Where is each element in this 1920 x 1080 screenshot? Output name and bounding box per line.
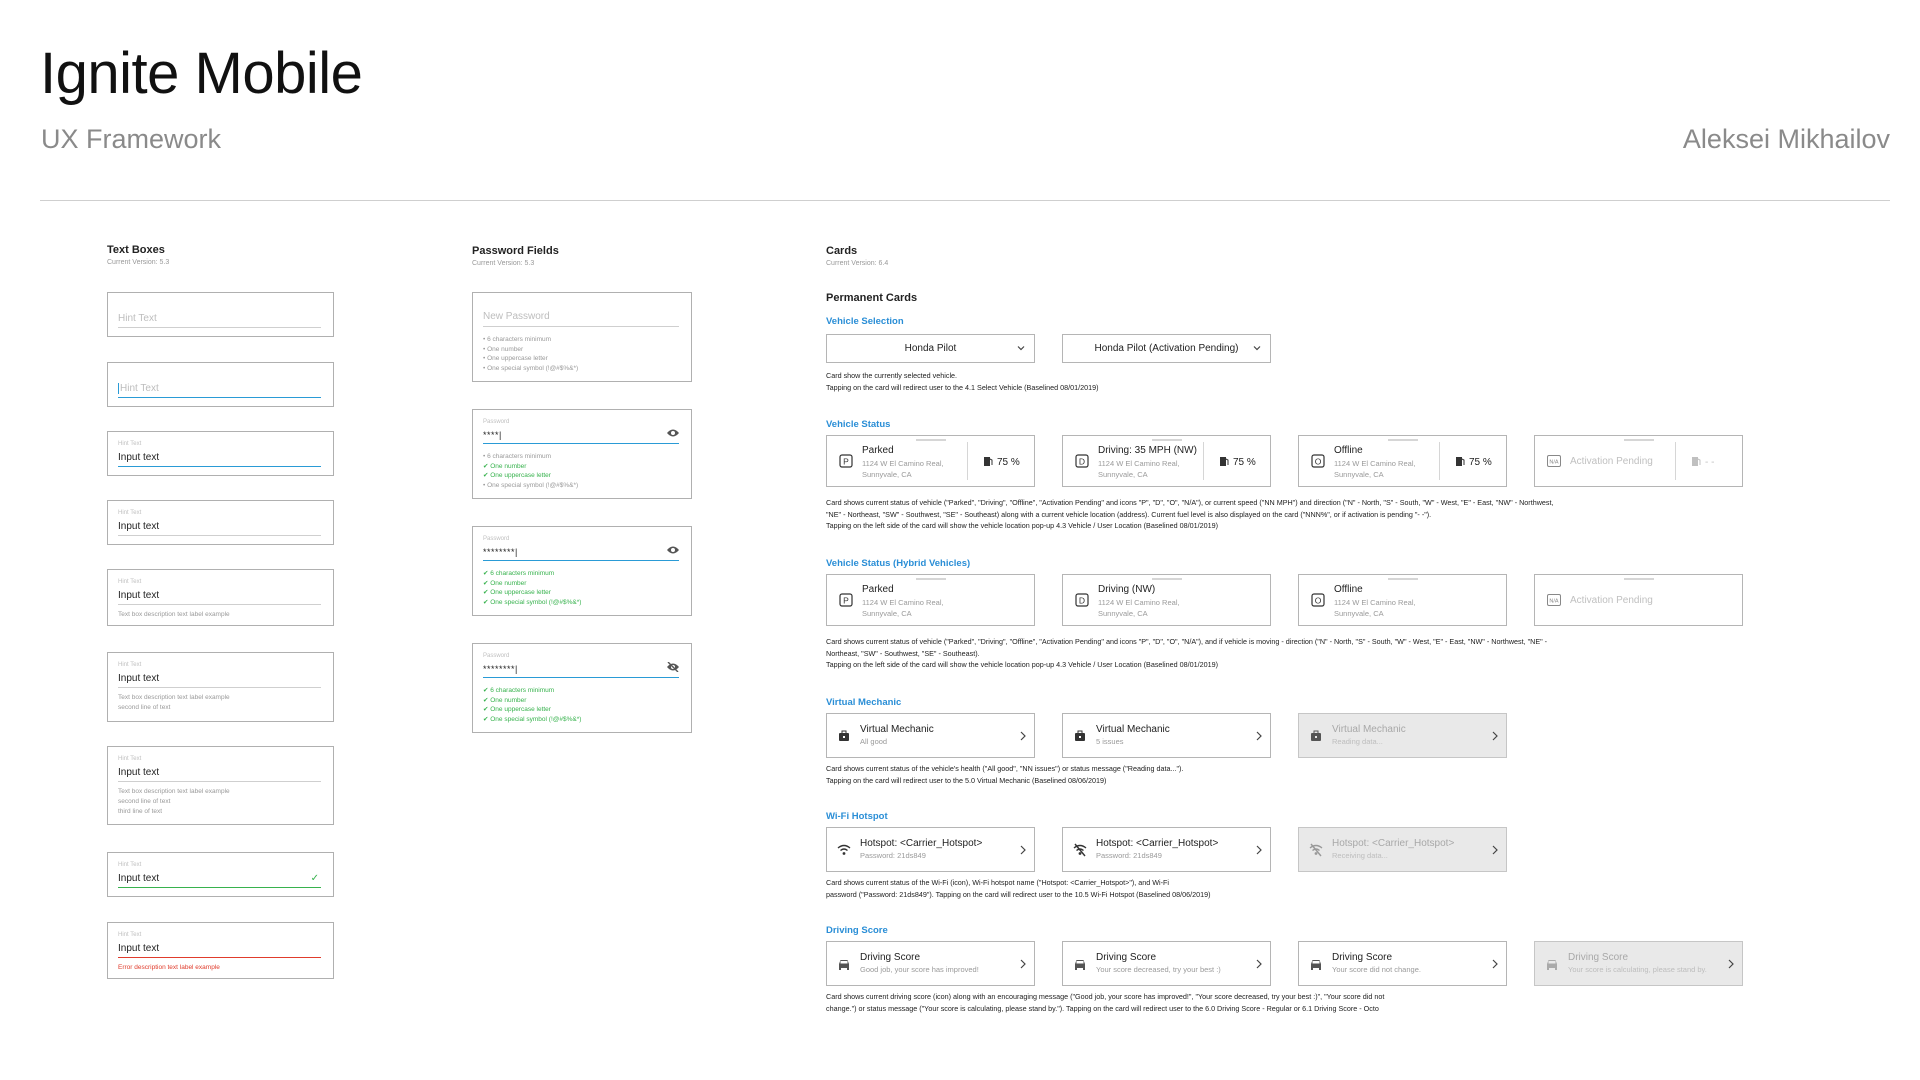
note-line: Card shows current status of vehicle ("Parked", "Driving", "Offline", "Activation Pending" and icons "P", "D", "O", "N/A"), and if vehicle is moving - direction ("N" - North, "S" - South, "W" - West, "E" - East, "NW" - Northwest, "NE" - [826, 637, 1548, 646]
note-line: Card shows current status of the Wi-Fi (icon), Wi-Fi hotspot name ("Hotspot: <Carrier_Hotspot>"), and Wi-Fi [826, 878, 1170, 887]
vehicle-address: 1124 W El Camino Real, Sunnyvale, CA [1098, 459, 1180, 479]
card-handle [1388, 578, 1418, 580]
note-line: Card shows current status of the vehicle's health ("All good", "NN issues") or status message ("Reading data..."). [826, 764, 1184, 773]
description-text-line-3: third line of text [118, 808, 163, 815]
text-box-filled[interactable] [107, 500, 334, 545]
floating-label: Hint Text [118, 662, 142, 668]
password-rule: ✔ One uppercase letter [483, 589, 551, 596]
driving-score-card-decreased[interactable] [1062, 941, 1271, 986]
card-handle [916, 439, 946, 441]
vehicle-status-text: Activation Pending [1570, 456, 1653, 467]
text-box-underline [118, 397, 321, 398]
chevron-right-icon [1020, 731, 1026, 741]
author-name: Aleksei Mikhailov [1682, 124, 1890, 154]
vehicle-status-text: Driving (NW) [1098, 584, 1156, 595]
virtual-mechanic-card-loading[interactable] [1298, 713, 1507, 758]
page-subtitle: UX Framework [41, 124, 222, 154]
text-box-focused-filled[interactable] [107, 431, 334, 476]
driving-score-card-calculating[interactable] [1534, 941, 1743, 986]
note-line: password ("Password: 21ds849"). Tapping on the card will redirect user to the 10.5 Wi-Fi Hotspot (Baselined 08/06/2019) [826, 889, 1211, 899]
vehicle-status-text: Parked [862, 584, 894, 595]
wifi-off-icon [1073, 843, 1087, 857]
svg-text:O: O [1314, 456, 1322, 467]
text-box-focused-empty[interactable] [107, 362, 334, 407]
vehicle-address: 1124 W El Camino Real, Sunnyvale, CA [1098, 598, 1180, 618]
note-line: Tapping on the card will redirect user to the 4.1 Select Vehicle (Baselined 08/01/2019) [826, 382, 1099, 392]
card-title: Virtual Mechanic [1332, 724, 1406, 735]
card-subtitle: Receiving data... [1332, 851, 1388, 860]
virtual-mechanic-card-issues[interactable] [1062, 713, 1271, 758]
text-box-underline [118, 887, 321, 888]
vehicle-selection-label: Vehicle Selection [826, 316, 904, 327]
header-divider [40, 200, 1890, 201]
password-rule: • 6 characters minimum [483, 336, 552, 343]
description-text: Text box description text label example [118, 611, 230, 618]
password-rule: • One special symbol (!@#$%&*) [483, 364, 579, 372]
floating-label: Hint Text [118, 441, 142, 447]
cards-title: Cards [826, 245, 858, 257]
wifi-hotspot-note [826, 877, 1211, 900]
card-title: Driving Score [1568, 952, 1629, 963]
password-field-valid[interactable] [472, 526, 692, 616]
eye-icon[interactable] [666, 545, 680, 555]
wifi-icon [837, 843, 851, 857]
toolbox-icon [837, 729, 851, 743]
vehicle-status-text: Offline [1334, 584, 1363, 595]
vehicle-status-hybrid-label: Vehicle Status (Hybrid Vehicles) [826, 558, 971, 569]
card-title: Hotspot: <Carrier_Hotspot> [860, 838, 983, 849]
password-rule: ✔ One special symbol (!@#$%&*) [483, 598, 582, 606]
fuel-icon [983, 456, 993, 467]
card-title: Driving Score [1096, 952, 1157, 963]
driving-score-card-unchanged[interactable] [1298, 941, 1507, 986]
eye-icon[interactable] [666, 428, 680, 438]
note-line: Tapping on the left side of the card will show the vehicle location pop-up 4.3 Vehicle / User Location (Baselined 08/01/2019) [826, 521, 1218, 530]
password-rules [483, 452, 578, 490]
card-divider [967, 442, 968, 480]
text-box-underline [118, 957, 321, 958]
car-icon [1545, 957, 1559, 971]
hybrid-status-card-driving[interactable] [1062, 574, 1271, 626]
card-title: Virtual Mechanic [1096, 724, 1170, 735]
car-icon [1073, 957, 1087, 971]
description-text: Text box description text label example [118, 788, 230, 795]
virtual-mechanic-label: Virtual Mechanic [826, 697, 902, 708]
svg-text:P: P [843, 595, 849, 606]
wifi-card-loading[interactable] [1298, 827, 1507, 872]
parked-icon [839, 593, 853, 607]
offline-icon [1311, 593, 1325, 607]
vehicle-address: 1124 W El Camino Real, Sunnyvale, CA [1334, 459, 1416, 479]
vehicle-status-card-offline[interactable] [1298, 435, 1507, 487]
password-underline [483, 677, 679, 678]
fuel-icon [1691, 456, 1701, 467]
password-rule: ✔ One number [483, 696, 527, 704]
vehicle-status-note [826, 497, 1553, 532]
text-box-error[interactable] [107, 922, 334, 979]
password-rule: ✔ 6 characters minimum [483, 570, 555, 577]
note-line: Tapping on the card will redirect user to the 5.0 Virtual Mechanic (Baselined 08/06/2019) [826, 775, 1107, 785]
password-rule: ✔ One number [483, 462, 527, 470]
hybrid-status-card-parked[interactable] [826, 574, 1035, 626]
card-subtitle: Reading data... [1332, 737, 1383, 746]
chevron-right-icon [1256, 845, 1262, 855]
toolbox-icon [1073, 729, 1087, 743]
vehicle-select-dropdown-pending[interactable] [1062, 334, 1271, 363]
note-line: Card show the currently selected vehicle. [826, 371, 958, 380]
fuel-level: 75 % [1455, 456, 1492, 468]
text-box-underline [118, 687, 321, 688]
fuel-level: 75 % [983, 456, 1020, 468]
password-rule: • One number [483, 345, 524, 353]
floating-label: Password [483, 536, 510, 542]
vehicle-status-label: Vehicle Status [826, 419, 891, 430]
card-title: Driving Score [860, 952, 921, 963]
vehicle-status-card-driving[interactable] [1062, 435, 1271, 487]
virtual-mechanic-card-good[interactable] [826, 713, 1035, 758]
password-rule: ✔ One special symbol (!@#$%&*) [483, 715, 582, 723]
input-value: Input text [118, 873, 160, 884]
password-value: ********| [483, 547, 518, 557]
card-title: Driving Score [1332, 952, 1393, 963]
vehicle-status-text: Parked [862, 445, 894, 456]
vehicle-address: 1124 W El Camino Real, Sunnyvale, CA [862, 459, 944, 479]
vehicle-select-dropdown[interactable] [826, 334, 1035, 363]
chevron-right-icon [1728, 959, 1734, 969]
note-line: "NE" - Northeast, "SW" - Southwest, "SE" - Southeast) along with a current vehicle location (address). Current fuel level is also displayed on the card ("NNN%", or if activation is pending "- -"). [826, 509, 1432, 519]
hint-text: Hint Text [120, 383, 159, 394]
text-box-valid[interactable] [107, 852, 334, 897]
text-box-underline [118, 535, 321, 536]
text-box-underline [118, 781, 321, 782]
chevron-right-icon [1256, 959, 1262, 969]
password-rules [483, 335, 578, 373]
vehicle-status-card-pending[interactable] [1534, 435, 1743, 487]
card-subtitle: Your score is calculating, please stand by. [1568, 965, 1707, 974]
input-value: Input text [118, 673, 160, 684]
input-value: Input text [118, 521, 160, 532]
description-text-line-2: second line of text [118, 798, 171, 805]
floating-label: Hint Text [118, 579, 142, 585]
chevron-right-icon [1492, 731, 1498, 741]
description-text-line-2: second line of text [118, 704, 171, 711]
vehicle-status-text: Activation Pending [1570, 595, 1653, 606]
svg-text:N/A: N/A [1549, 598, 1559, 605]
password-field-partial[interactable] [472, 409, 692, 499]
svg-text:N/A: N/A [1549, 459, 1559, 466]
wifi-off-icon [1309, 843, 1323, 857]
card-handle [1624, 439, 1654, 441]
driving-score-card-improved[interactable] [826, 941, 1035, 986]
chevron-right-icon [1492, 959, 1498, 969]
vehicle-status-card-parked[interactable] [826, 435, 1035, 487]
vehicle-selection-note [826, 370, 1099, 393]
password-fields-title: Password Fields [472, 245, 559, 257]
chevron-right-icon [1020, 845, 1026, 855]
fuel-level: - - [1691, 456, 1714, 468]
error-text: Error description text label example [118, 964, 220, 971]
chevron-down-icon [1253, 344, 1261, 352]
text-boxes-title: Text Boxes [107, 244, 165, 256]
svg-text:P: P [843, 456, 849, 467]
wifi-card-connected[interactable] [826, 827, 1035, 872]
password-rule: • One uppercase letter [483, 355, 548, 362]
driving-score-label: Driving Score [826, 925, 888, 936]
password-value: ****| [483, 430, 502, 440]
card-subtitle: All good [860, 737, 888, 746]
card-handle [916, 578, 946, 580]
note-line: Tapping on the left side of the card will show the vehicle location pop-up 4.3 Vehicle / User Location (Baselined 08/01/2019) [826, 660, 1218, 669]
card-subtitle: Your score did not change. [1332, 965, 1421, 974]
text-box-underline [118, 327, 321, 328]
text-box-two-line-description[interactable] [107, 652, 334, 722]
text-boxes-version: Current Version: 5.3 [107, 259, 170, 266]
password-rule: ✔ One number [483, 579, 527, 587]
password-underline [483, 560, 679, 561]
selected-vehicle: Honda Pilot [904, 343, 957, 354]
chevron-down-icon [1017, 344, 1025, 352]
chevron-right-icon [1020, 959, 1026, 969]
car-icon [1309, 957, 1323, 971]
selected-vehicle: Honda Pilot (Activation Pending) [1094, 343, 1239, 354]
card-handle [1152, 439, 1182, 441]
card-divider [1675, 442, 1676, 480]
card-title: Hotspot: <Carrier_Hotspot> [1096, 838, 1219, 849]
password-rule: • 6 characters minimum [483, 453, 552, 460]
offline-icon [1311, 454, 1325, 468]
password-underline [483, 443, 679, 444]
text-box-three-line-description[interactable] [107, 746, 334, 825]
not-available-icon [1547, 455, 1561, 467]
driving-score-note [826, 991, 1384, 1014]
floating-label: Hint Text [118, 932, 142, 938]
floating-label: Hint Text [118, 862, 142, 868]
car-icon [837, 957, 851, 971]
hint-text: New Password [483, 311, 550, 322]
text-box-with-description[interactable] [107, 569, 334, 626]
eye-off-icon[interactable] [666, 662, 680, 672]
driving-icon [1075, 593, 1089, 607]
note-line: Card shows current driving score (icon) along with an encouraging message ("Good job, your score has improved!", "Your score decreased, try your best :)", "Your score did not [826, 992, 1385, 1001]
hybrid-status-card-offline[interactable] [1298, 574, 1507, 626]
card-divider [1439, 442, 1440, 480]
vehicle-address: 1124 W El Camino Real, Sunnyvale, CA [862, 598, 944, 618]
password-field-empty[interactable] [472, 292, 692, 382]
vehicle-address: 1124 W El Camino Real, Sunnyvale, CA [1334, 598, 1416, 618]
driving-icon [1075, 454, 1089, 468]
card-handle [1388, 439, 1418, 441]
check-icon: ✓ [310, 873, 319, 884]
fuel-icon [1455, 456, 1465, 467]
floating-label: Password [483, 419, 510, 425]
vehicle-status-text: Offline [1334, 445, 1363, 456]
card-title: Hotspot: <Carrier_Hotspot> [1332, 838, 1455, 849]
parked-icon [839, 454, 853, 468]
floating-label: Hint Text [118, 510, 142, 516]
card-subtitle: Password: 21ds849 [860, 851, 926, 860]
card-subtitle: Good job, your score has improved! [860, 965, 979, 974]
wifi-hotspot-label: Wi-Fi Hotspot [826, 811, 888, 822]
password-rule: ✔ One uppercase letter [483, 706, 551, 713]
svg-text:O: O [1314, 595, 1322, 606]
note-line: Northeast, "SW" - Southwest, "SE" - Southeast). [826, 648, 980, 658]
input-value: Input text [118, 590, 160, 601]
note-line: change.") or status message ("Your score is calculating, please stand by."). Tapping on the card will redirect user to the 6.0 Driving Score - Regular or 6.1 Driving Score - Octo [826, 1003, 1379, 1013]
fuel-icon [1219, 456, 1229, 467]
toolbox-icon [1309, 729, 1323, 743]
text-box-underline [118, 604, 321, 605]
password-underline [483, 326, 679, 327]
password-rule: ✔ 6 characters minimum [483, 687, 555, 694]
card-subtitle: Password: 21ds849 [1096, 851, 1162, 860]
virtual-mechanic-note [826, 763, 1183, 786]
vehicle-status-hybrid-note [826, 636, 1547, 671]
password-rule: • One special symbol (!@#$%&*) [483, 481, 579, 489]
input-value: Input text [118, 943, 160, 954]
permanent-cards-heading: Permanent Cards [826, 292, 918, 304]
text-box-empty[interactable] [107, 292, 334, 337]
wifi-card-off[interactable] [1062, 827, 1271, 872]
password-fields-version: Current Version: 5.3 [472, 260, 535, 267]
hybrid-status-card-pending[interactable] [1534, 574, 1743, 626]
not-available-icon [1547, 594, 1561, 606]
note-line: Card shows current status of vehicle ("Parked", "Driving", "Offline", "Activation Pending" and icons "P", "D", "O", "N/A"), or current speed ("NN MPH") and direction ("N" - North, "S" - South, "W" - West, "E" - East, "NW" - Northwest, [826, 498, 1554, 507]
chevron-right-icon [1492, 845, 1498, 855]
card-handle [1624, 578, 1654, 580]
cards-version: Current Version: 6.4 [826, 260, 889, 267]
card-title: Virtual Mechanic [860, 724, 934, 735]
password-value: ********| [483, 664, 518, 674]
card-subtitle: Your score decreased, try your best :) [1096, 965, 1221, 974]
password-rule: ✔ One uppercase letter [483, 472, 551, 479]
text-box-underline [118, 466, 321, 467]
input-value: Input text [118, 452, 160, 463]
card-handle [1152, 578, 1182, 580]
password-rules [483, 686, 581, 724]
vehicle-status-text: Driving: 35 MPH (NW) [1098, 445, 1197, 456]
input-value: Input text [118, 767, 160, 778]
password-rules [483, 569, 581, 607]
floating-label: Hint Text [118, 756, 142, 762]
floating-label: Password [483, 653, 510, 659]
page-title: Ignite Mobile [40, 41, 363, 106]
chevron-right-icon [1256, 731, 1262, 741]
svg-text:D: D [1078, 595, 1086, 606]
password-field-hidden[interactable] [472, 643, 692, 733]
description-text: Text box description text label example [118, 694, 230, 701]
card-subtitle: 5 issues [1096, 737, 1124, 746]
hint-text: Hint Text [118, 313, 157, 324]
card-divider [1203, 442, 1204, 480]
svg-text:D: D [1078, 456, 1086, 467]
fuel-level: 75 % [1219, 456, 1256, 468]
